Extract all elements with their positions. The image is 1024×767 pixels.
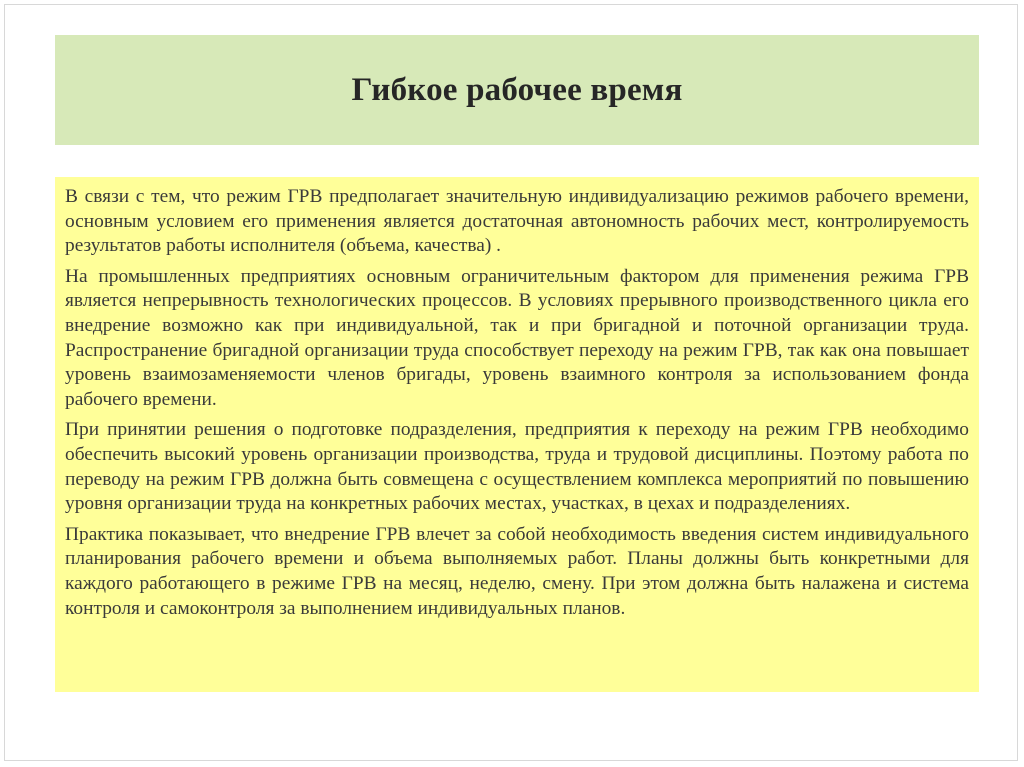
- paragraph-4: Практика показывает, что внедрение ГРВ влечет за собой необходимость введения систем индивидуального планирования рабочего времени и объема выполняемых работ. Планы должны быть конкретными для каждого работающего в режиме ГРВ на месяц, неделю, смену. При этом должна быть налажена и система контроля и самоконтроля за выполнением индивидуальных планов.: [65, 523, 969, 619]
- slide: [4, 4, 1018, 761]
- content-box: [55, 177, 979, 692]
- paragraph-3: При принятии решения о подготовке подразделения, предприятия к переходу на режим ГРВ необходимо обеспечить высокий уровень организации производства, труда и трудовой дисциплины. Поэтому работа по переводу на режим ГРВ должна быть совмещена с осуществлением комплекса мероприятий по повышению уровня организации труда на конкретных рабочих местах, участках, в цехах и подразделениях.: [65, 419, 969, 515]
- title-band: [55, 35, 979, 145]
- slide-title: Гибкое рабочее время: [351, 71, 683, 108]
- paragraph-2: На промышленных предприятиях основным ограничительным фактором для применения режима ГРВ является непрерывность технологических процессов. В условиях прерывного производственного цикла его внедрение возможно как при индивидуальной, так и при бригадной и поточной организации труда. Распространение бригадной организации труда способствует переходу на режим ГРВ, так как она повышает уровень взаимозаменяемости членов бригады, уровень взаимного контроля за использованием фонда рабочего времени.: [65, 265, 969, 410]
- paragraph-1: В связи с тем, что режим ГРВ предполагает значительную индивидуализацию режимов рабочего времени, основным условием его применения является достаточная автономность рабочих мест, контролируемость результатов работы исполнителя (объема, качества) .: [65, 186, 969, 257]
